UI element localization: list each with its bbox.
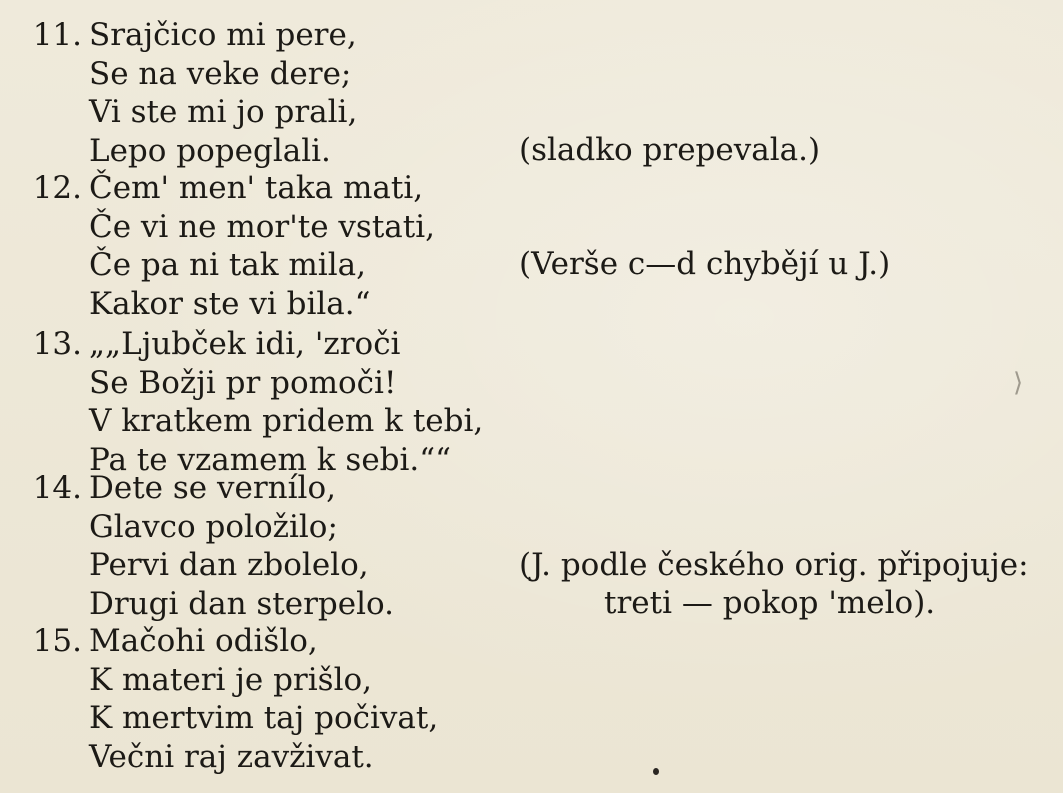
verse-line: K materi je prišlo, bbox=[89, 661, 373, 698]
verse-line: „„Ljubček idi, 'zroči bbox=[89, 326, 401, 362]
verse-line: Mačohi odišlo, bbox=[89, 623, 318, 659]
verse-line: Glavco položilo; bbox=[89, 508, 338, 545]
verse-line: Kakor ste vi bila.“ bbox=[89, 285, 371, 322]
stanza-number: 15. bbox=[32, 623, 82, 659]
stanza-number: 13. bbox=[32, 326, 82, 362]
verse-line: Se Božji pr pomoči! bbox=[89, 364, 397, 401]
verse-line: Večni raj zavživat. bbox=[89, 738, 374, 775]
show-through-mark: ⟩ bbox=[1013, 368, 1024, 398]
stanza-lines bbox=[89, 622, 438, 776]
stanza-lines bbox=[89, 469, 394, 623]
editorial-note: (Verše c—d chybějí u J.) bbox=[519, 246, 891, 282]
stanza-number: 11. bbox=[32, 17, 82, 53]
stanza-lines bbox=[89, 325, 483, 479]
verse-line: K mertvim taj počivat, bbox=[89, 700, 439, 736]
stanza-number: 12. bbox=[32, 170, 82, 206]
stanza-lines bbox=[89, 16, 357, 170]
stanza-number: 14. bbox=[32, 470, 82, 506]
verse-line: Lepo popeglali. bbox=[89, 132, 331, 169]
verse-line: Čem' men' taka mati, bbox=[89, 170, 424, 206]
verse-line: Dete se vernílo, bbox=[89, 470, 336, 506]
verse-line: Pa te vzamem k sebi.““ bbox=[89, 441, 451, 478]
verse-line: Pervi dan zbolelo, bbox=[89, 547, 369, 583]
verse-line: Če vi ne mor'te vstati, bbox=[89, 208, 436, 245]
editorial-note: (sladko prepevala.) bbox=[519, 132, 821, 168]
verse-line: Srajčico mi pere, bbox=[89, 17, 357, 53]
editorial-note: (J. podle českého orig. připojuje: bbox=[519, 547, 1029, 583]
stanza-lines bbox=[89, 169, 435, 323]
verse-line: V kratkem pridem k tebi, bbox=[89, 403, 484, 439]
editorial-note: treti — pokop 'melo). bbox=[604, 585, 936, 621]
verse-line: Drugi dan sterpelo. bbox=[89, 585, 395, 622]
ink-dot bbox=[653, 768, 659, 775]
verse-line: Se na veke dere; bbox=[89, 55, 352, 92]
verse-line: Vi ste mi jo prali, bbox=[89, 94, 358, 130]
verse-line: Če pa ni tak mila, bbox=[89, 247, 366, 283]
